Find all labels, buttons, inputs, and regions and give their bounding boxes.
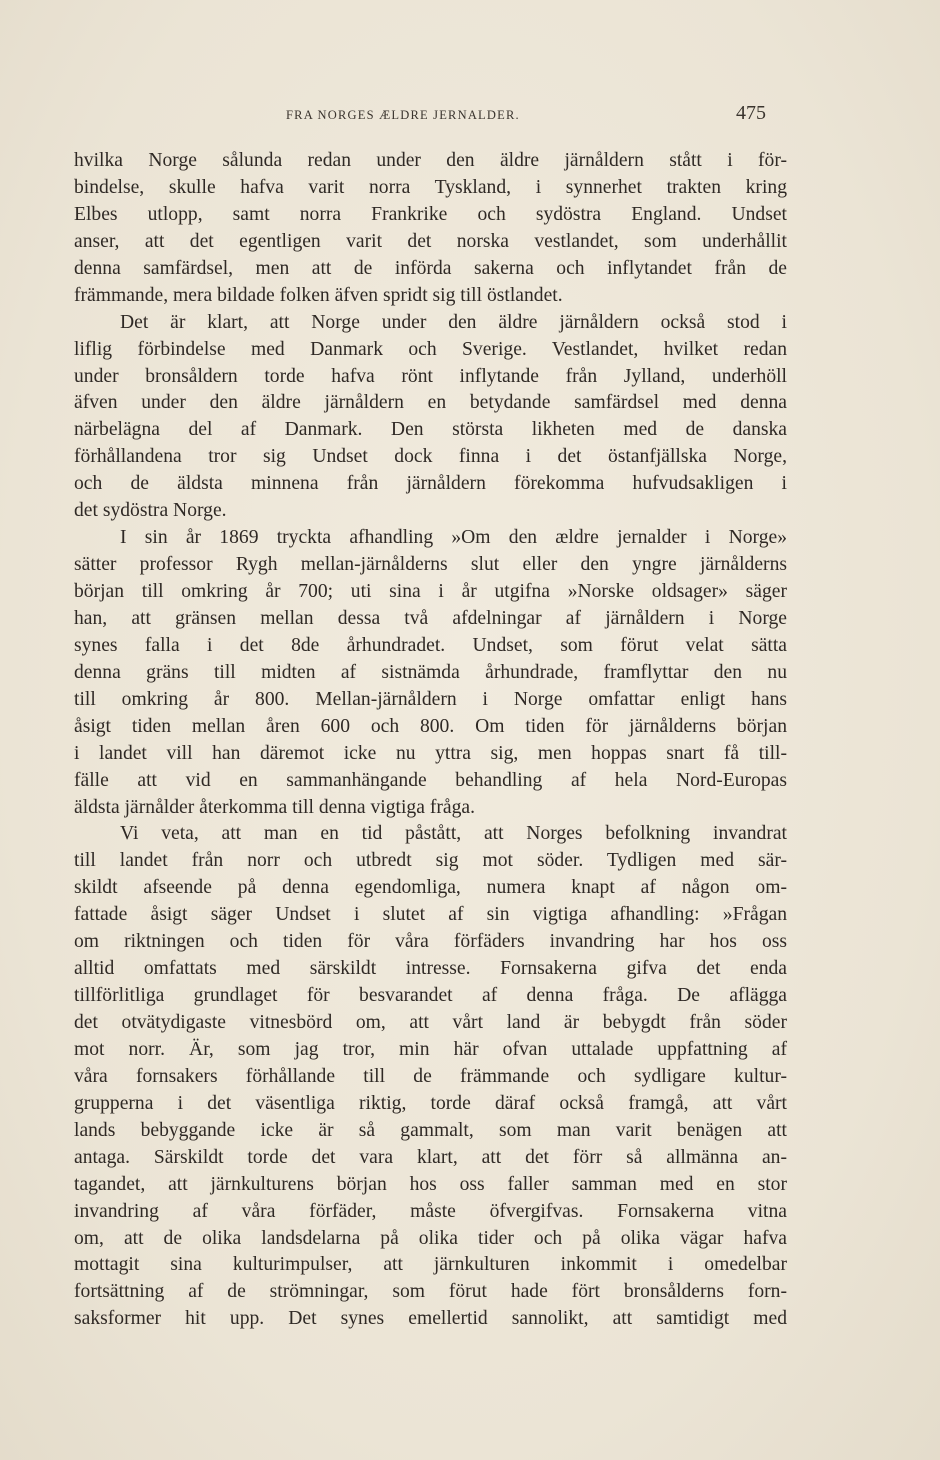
text-line: i landet vill han däremot icke nu yttra sig, men hoppas snart få till- xyxy=(74,742,787,764)
text-line: det otvätydigaste vitnesbörd om, att vårt land är bebygdt från söder xyxy=(74,1012,787,1033)
page-header xyxy=(74,100,766,130)
text-line: under bronsåldern torde hafva rönt inflytande från Jylland, underhöll xyxy=(74,365,787,387)
text-line: till landet från norr och utbredt sig mot söder. Tydligen med sär- xyxy=(74,850,787,872)
text-line: Vi veta, att man en tid påstått, att Norges befolkning invandrat xyxy=(120,823,787,845)
text-line: liflig förbindelse med Danmark och Sverige. Vestlandet, hvilket redan xyxy=(74,338,787,360)
text-line: Det är klart, att Norge under den äldre järnåldern också stod i xyxy=(120,311,787,333)
text-line: lands bebyggande icke är så gammalt, som man varit benägen att xyxy=(74,1119,787,1141)
text-line: synes falla i det 8de århundradet. Undset, som förut velat sätta xyxy=(74,634,787,656)
text-line: anser, att det egentligen varit det norska vestlandet, som underhållit xyxy=(74,230,787,252)
text-line: denna gräns till midten af sistnämda århundrade, framflyttar den nu xyxy=(74,661,787,683)
body-text xyxy=(74,148,787,1333)
text-line: främmande, mera bildade folken äfven spridt sig till östlandet. xyxy=(74,284,563,306)
page-number: 475 xyxy=(736,102,766,124)
text-line: invandring af våra förfäder, måste öfvergifvas. Fornsakerna vitna xyxy=(74,1200,787,1222)
text-line: saksformer hit upp. Det synes emellertid sannolikt, att samtidigt med xyxy=(74,1308,787,1330)
text-line: bindelse, skulle hafva varit norra Tyskland, i synnerhet trakten kring xyxy=(74,176,787,198)
text-line: alltid omfattats med särskildt intresse. Fornsakerna gifva det enda xyxy=(74,958,787,980)
text-line: åsigt tiden mellan åren 600 och 800. Om tiden för järnålderns början xyxy=(74,715,787,737)
text-line: våra fornsakers förhållande till de främmande och sydligare kultur- xyxy=(74,1065,787,1087)
text-line: han, att gränsen mellan dessa två afdelningar af järnåldern i Norge xyxy=(74,607,787,629)
text-line: och de äldsta minnena från järnåldern förekomma hufvudsakligen i xyxy=(74,473,787,495)
text-line: antaga. Särskildt torde det vara klart, att det förr så allmänna an- xyxy=(74,1146,787,1168)
text-line: början till omkring år 700; uti sina i år utgifna »Norske oldsager» säger xyxy=(74,581,787,602)
text-line: skildt afseende på denna egendomliga, numera knapt af någon om- xyxy=(74,877,787,899)
text-line: det sydöstra Norge. xyxy=(74,500,227,522)
text-line: förhållandena tror sig Undset dock finna i det östanfjällska Norge, xyxy=(74,446,787,468)
text-line: tillförlitliga grundlaget för besvarandet af denna fråga. De aflägga xyxy=(74,985,787,1007)
text-line: denna samfärdsel, men att de införda sakerna och inflytandet från de xyxy=(74,257,787,279)
text-line: äfven under den äldre järnåldern en betydande samfärdsel med denna xyxy=(74,392,787,414)
text-line: närbelägna del af Danmark. Den största likheten med de danska xyxy=(74,419,787,441)
text-line: om, att de olika landsdelarna på olika tider och på olika vägar hafva xyxy=(74,1227,787,1249)
text-line: tagandet, att järnkulturens början hos oss faller samman med en stor xyxy=(74,1173,787,1195)
text-line: grupperna i det väsentliga riktig, torde däraf också framgå, att vårt xyxy=(74,1092,787,1114)
text-line: hvilka Norge sålunda redan under den äldre järnåldern stått i för- xyxy=(74,150,787,171)
text-line: till omkring år 800. Mellan-järnåldern i Norge omfattar enligt hans xyxy=(74,688,787,710)
text-line: mottagit sina kulturimpulser, att järnkulturen inkommit i omedelbar xyxy=(74,1254,787,1276)
text-line: mot norr. Är, som jag tror, min här ofvan uttalade uppfattning af xyxy=(74,1038,787,1060)
text-line: I sin år 1869 tryckta afhandling »Om den ældre jernalder i Norge» xyxy=(120,527,787,549)
text-line: sätter professor Rygh mellan-järnålderns slut eller den yngre järnålderns xyxy=(74,554,787,576)
text-line: Elbes utlopp, samt norra Frankrike och sydöstra England. Undset xyxy=(74,203,787,225)
text-line: fälle att vid en sammanhängande behandling af hela Nord-Europas xyxy=(74,769,787,791)
text-line: om riktningen och tiden för våra förfäders invandring har hos oss xyxy=(74,931,787,953)
text-line: äldsta järnålder återkomma till denna vigtiga fråga. xyxy=(74,796,475,818)
running-head: FRA NORGES ÆLDRE JERNALDER. xyxy=(286,108,520,122)
text-line: fattade åsigt säger Undset i slutet af sin vigtiga afhandling: »Frågan xyxy=(74,904,787,926)
text-line: fortsättning af de strömningar, som förut hade fört bronsålderns forn- xyxy=(74,1281,787,1303)
